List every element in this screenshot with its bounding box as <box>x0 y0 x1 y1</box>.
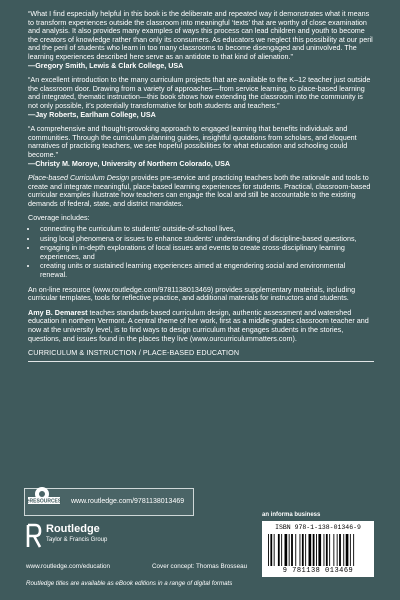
cover-concept-credit: Cover concept: Thomas Brosseau <box>152 563 248 570</box>
quote-author: —Gregory Smith, <box>28 60 88 70</box>
list-item: • connecting the curriculum to students’ outside-of-school lives, <box>38 225 374 234</box>
barcode-bars <box>268 534 368 566</box>
list-item: • creating units or sustained learning experiences aimed at engendering social and environmental renewal. <box>38 262 374 279</box>
ebook-note: Routledge titles are available as eBook editions in a range of digital formats <box>26 580 233 587</box>
list-item: • using local phenomena or issues to enhance students’ understanding of discipline-based questions, <box>38 235 374 244</box>
quote-text: “An excellent introduction to the many curriculum projects that are available to the K–12 teacher just outside the classroom door. Drawing from a variety of approaches—from service learning, to place-based learning and integrated, thematic instruction—this book shows how extending the classroom into the community is not only possible, it’s potentially transformative for both students and teachers.” <box>28 75 371 110</box>
publisher-subtitle: Taylor & Francis Group <box>46 537 108 543</box>
author-name: Amy B. Demarest <box>28 307 88 317</box>
publisher-name: Routledge <box>46 523 100 535</box>
coverage-list <box>28 225 374 280</box>
description-text: provides pre-service and practicing teachers both the rationale and tools to create and integrate meaningful, place-based learning experiences for students. Practical, classroom-based curricular examples illustrate how teachers can engage the local and still be accountable to the existing demands of federal, state, and district mandates. <box>28 173 371 208</box>
quote-1 <box>28 10 374 70</box>
author-bio <box>28 309 374 343</box>
back-cover-text <box>28 10 374 362</box>
book-description <box>28 174 374 208</box>
eresources-icon-label: eRESOURCES <box>26 498 62 505</box>
quote-text: “A comprehensive and thought-provoking approach to engaged learning that benefits individuals and communities. Through the curriculum planning guides, insightful quotations from scholars, and eloquent narratives of practicing teachers, we see hopeful possibilities for what education and schooling could become.” <box>28 124 357 159</box>
quote-affiliation: Earlham College, USA <box>80 109 156 119</box>
isbn-barcode <box>262 521 374 577</box>
author-bio-text: teaches standards-based curriculum design, authentic assessment and watershed education in northern Vermont. A central theme of her work, first as a middle-grades classroom teacher and now at the university level, is to find ways to design curriculum that engages students in the stories, questions, and issues found in the places they live (www.ourcurriculummatters.com). <box>28 307 369 343</box>
barcode-digits: 9 781138 013469 <box>282 567 354 575</box>
quote-text: “What I find especially helpful in this book is the deliberate and repeated way it demonstrates what it means to transform experiences outside the classroom into meaningful ‘texts’ that are worthy of close examination and analysis. It also provides many examples of ways this process can lead children and youth to become the creators of knowledge rather than only its consumers. As educators we neglect this possibility at our peril and the peril of students who learn in too many classrooms to become disengaged and uninvolved. The learning experiences described here serve as an antidote to that kind of alienation.” <box>28 9 373 61</box>
quote-author: —Christy M. Moroye, <box>28 158 100 168</box>
routledge-logo-icon <box>26 523 42 549</box>
isbn-number: ISBN 978-1-138-01346-9 <box>275 524 361 531</box>
quote-affiliation: Lewis & Clark College, USA <box>89 60 184 70</box>
list-item: • engaging in in-depth explorations of local issues and events to create cross-disciplinary learning experiences, and <box>38 244 374 261</box>
coverage-intro: Coverage includes: <box>28 213 90 223</box>
quote-3 <box>28 125 374 168</box>
book-title: Place-based Curriculum Design <box>28 173 130 183</box>
informa-business-label: an informa business <box>262 512 321 518</box>
divider <box>28 361 374 362</box>
quote-affiliation: University of Northern Colorado, USA <box>101 158 231 168</box>
publisher-url[interactable]: www.routledge.com/education <box>26 563 111 570</box>
quote-author: —Jay Roberts, <box>28 109 79 119</box>
quote-2 <box>28 76 374 119</box>
online-resource-text: An on-line resource (www.routledge.com/9781138013469) provides supplementary materials, including curricular templates, tools for reflective practice, and additional materials for instructors and students. <box>28 284 356 303</box>
eresources-box <box>24 488 194 516</box>
eresources-url[interactable]: www.routledge.com/9781138013469 <box>71 498 185 505</box>
subject-category: CURRICULUM & INSTRUCTION / PLACE-BASED EDUCATION <box>28 348 240 358</box>
eresources-icon <box>25 483 63 515</box>
